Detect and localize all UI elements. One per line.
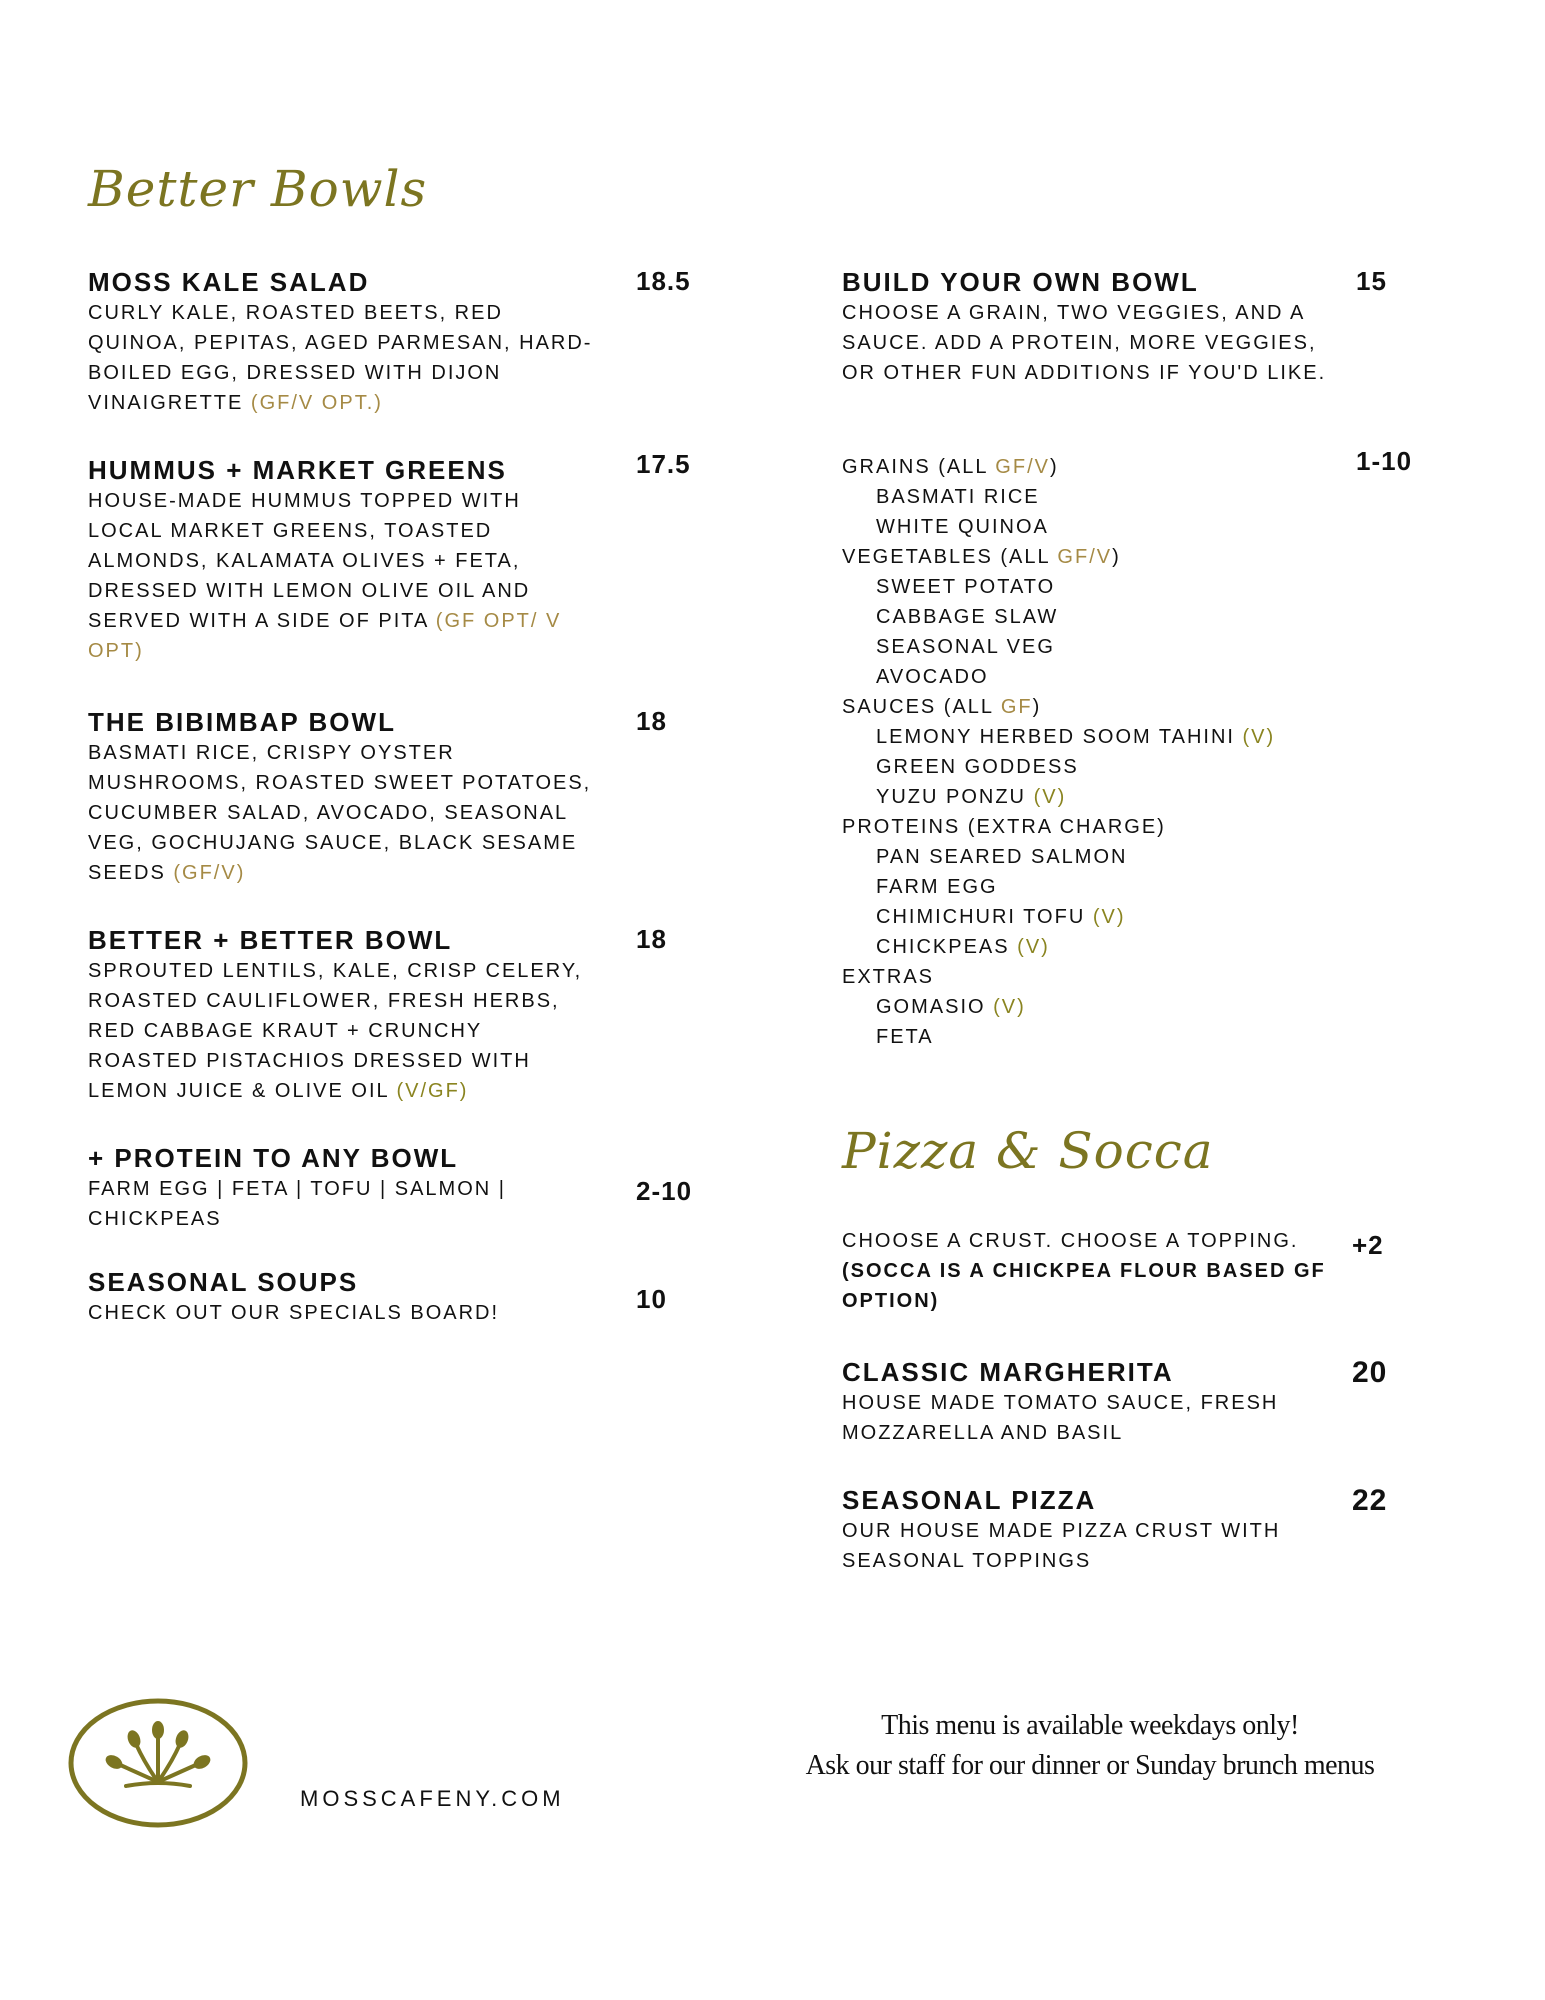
section-title-pizza-socca: Pizza & Socca — [842, 1122, 1214, 1180]
item-price: 10 — [636, 1284, 667, 1314]
menu-item-hummus — [88, 454, 598, 666]
item-price: 2-10 — [636, 1176, 693, 1206]
item-title: BUILD YOUR OWN BOWL — [842, 267, 1199, 297]
menu-item-seasonal-pizza — [842, 1484, 1322, 1576]
menu-item-bibimbap — [88, 706, 598, 888]
item-price: 17.5 — [636, 449, 691, 479]
menu-item-soups — [88, 1266, 598, 1328]
bowl-options-list — [842, 452, 1332, 1052]
item-price: 20 — [1352, 1356, 1388, 1389]
website-link[interactable]: MOSSCAFENY.COM — [300, 1786, 565, 1811]
availability-note: This menu is available weekdays only! Ask our staff for our dinner or Sunday brunch menus — [805, 1710, 1375, 1781]
item-price: 18.5 — [636, 266, 691, 296]
item-description: BASMATI RICE, CRISPY OYSTER MUSHROOMS, ROASTED SWEET POTATOES, CUCUMBER SALAD, AVOCADO, SEASONAL VEG, GOCHUJANG SAUCE, BLACK SESAME SEEDS (GF/V) — [88, 742, 592, 884]
item-price: 22 — [1352, 1484, 1388, 1517]
option-item: GOMASIO (V) — [876, 996, 1026, 1018]
item-title: + PROTEIN TO ANY BOWL — [88, 1143, 459, 1173]
item-price: 18 — [636, 706, 667, 736]
menu-item-margherita — [842, 1356, 1322, 1448]
options-price: 1-10 — [1356, 446, 1413, 476]
option-item: PAN SEARED SALMON — [876, 846, 1128, 868]
item-title: BETTER + BETTER BOWL — [88, 925, 453, 955]
sauces-heading: SAUCES (ALL GF) — [842, 696, 1042, 718]
item-title: MOSS KALE SALAD — [88, 267, 370, 297]
option-item: CABBAGE SLAW — [876, 606, 1059, 628]
item-description: SPROUTED LENTILS, KALE, CRISP CELERY, ROASTED CAULIFLOWER, FRESH HERBS, RED CABBAGE KRAUT + CRUNCHY ROASTED PISTACHIOS DRESSED WITH LEMON JUICE & OLIVE OIL (V/GF) — [88, 960, 583, 1102]
item-title: SEASONAL SOUPS — [88, 1267, 359, 1297]
section-title-better-bowls: Better Bowls — [88, 160, 428, 218]
item-description: HOUSE-MADE HUMMUS TOPPED WITH LOCAL MARKET GREENS, TOASTED ALMONDS, KALAMATA OLIVES + FETA, DRESSED WITH LEMON OLIVE OIL AND SERVED WITH A SIDE OF PITA (GF OPT/ V OPT) — [88, 490, 562, 662]
item-description: CURLY KALE, ROASTED BEETS, RED QUINOA, PEPITAS, AGED PARMESAN, HARD-BOILED EGG, DRESSED WITH DIJON VINAIGRETTE (GF/V OPT.) — [88, 302, 593, 414]
item-price: 15 — [1356, 266, 1387, 296]
item-description: HOUSE MADE TOMATO SAUCE, FRESH MOZZARELLA AND BASIL — [842, 1392, 1279, 1444]
crust-instructions: CHOOSE A CRUST. CHOOSE A TOPPING. (SOCCA IS A CHICKPEA FLOUR BASED GF OPTION) — [842, 1230, 1326, 1312]
menu-item-protein — [88, 1142, 598, 1234]
grains-heading: GRAINS (ALL GF/V) — [842, 456, 1059, 478]
item-description: CHOOSE A GRAIN, TWO VEGGIES, AND A SAUCE. ADD A PROTEIN, MORE VEGGIES, OR OTHER FUN ADDITIONS IF YOU'D LIKE. — [842, 302, 1327, 384]
option-item: SEASONAL VEG — [876, 636, 1055, 658]
option-item: CHICKPEAS (V) — [876, 936, 1050, 958]
extras-heading: EXTRAS — [842, 966, 935, 988]
vegetables-heading: VEGETABLES (ALL GF/V) — [842, 546, 1121, 568]
item-price: 18 — [636, 924, 667, 954]
item-description: CHECK OUT OUR SPECIALS BOARD! — [88, 1302, 500, 1324]
menu-item-build-your-own — [842, 266, 1332, 388]
item-title: CLASSIC MARGHERITA — [842, 1357, 1174, 1387]
option-item: AVOCADO — [876, 666, 989, 688]
option-item: WHITE QUINOA — [876, 516, 1049, 538]
option-item: LEMONY HERBED SOOM TAHINI (V) — [876, 726, 1276, 748]
item-title: SEASONAL PIZZA — [842, 1485, 1097, 1515]
option-item: FARM EGG — [876, 876, 998, 898]
option-item: GREEN GODDESS — [876, 756, 1079, 778]
option-item: SWEET POTATO — [876, 576, 1056, 598]
item-title: HUMMUS + MARKET GREENS — [88, 455, 507, 485]
menu-item-moss-kale — [88, 266, 598, 418]
item-title: THE BIBIMBAP BOWL — [88, 707, 396, 737]
proteins-heading: PROTEINS (EXTRA CHARGE) — [842, 816, 1166, 838]
moss-cafe-logo — [66, 1696, 250, 1830]
option-item: CHIMICHURI TOFU (V) — [876, 906, 1126, 928]
diet-tag: (GF OPT/ V OPT) — [88, 610, 562, 662]
diet-tag: (GF/V) — [173, 862, 246, 884]
option-item: YUZU PONZU (V) — [876, 786, 1067, 808]
option-item: FETA — [876, 1026, 934, 1048]
diet-tag: (GF/V OPT.) — [250, 392, 383, 414]
item-description: OUR HOUSE MADE PIZZA CRUST WITH SEASONAL TOPPINGS — [842, 1520, 1281, 1572]
menu-item-better-bowl — [88, 924, 598, 1106]
crust-price: +2 — [1352, 1230, 1384, 1260]
diet-tag: (V/GF) — [396, 1080, 469, 1102]
item-description: FARM EGG | FETA | TOFU | SALMON | CHICKPEAS — [88, 1178, 506, 1230]
option-item: BASMATI RICE — [876, 486, 1040, 508]
